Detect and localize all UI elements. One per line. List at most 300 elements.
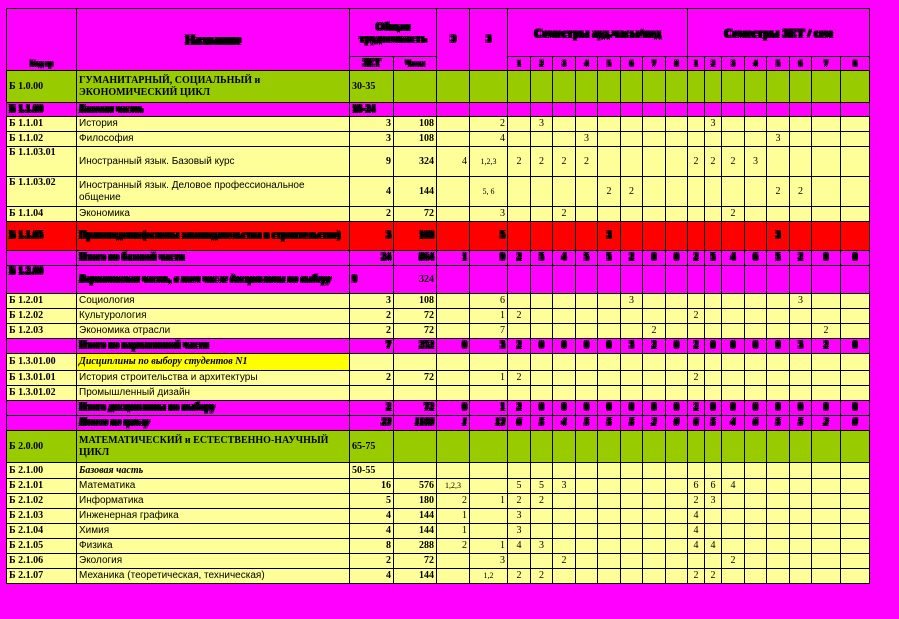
row-sem-zet-3 xyxy=(722,371,745,386)
row-zet: 8 xyxy=(350,539,394,554)
row-sem-zet-6 xyxy=(790,117,812,132)
row-sem-hours-1 xyxy=(508,71,531,103)
row-sem-hours-5 xyxy=(598,569,621,584)
row-sem-zet-3: 2 xyxy=(722,147,745,177)
row-credit: 1 xyxy=(470,539,508,554)
row-sem-hours-7 xyxy=(643,539,666,554)
row-sem-hours-5 xyxy=(598,479,621,494)
row-credit xyxy=(470,509,508,524)
row-sem-hours-6 xyxy=(621,266,643,294)
row-sem-hours-3 xyxy=(553,132,576,147)
row-name: Социология xyxy=(77,294,350,309)
table-row xyxy=(7,569,870,584)
row-sem-zet-3 xyxy=(722,309,745,324)
row-hours: 72 xyxy=(394,324,437,339)
header-name: Название xyxy=(77,9,350,71)
row-sem-zet-8 xyxy=(841,354,870,371)
row-sem-hours-7 xyxy=(643,147,666,177)
table-row xyxy=(7,222,870,251)
row-sem-zet-7 xyxy=(812,71,841,103)
row-zet: 3 xyxy=(350,117,394,132)
row-exam: 4 xyxy=(437,147,470,177)
row-sem-hours-6 xyxy=(621,117,643,132)
row-sem-hours-6: 2 xyxy=(621,251,643,266)
row-name: Философия xyxy=(77,132,350,147)
row-sem-zet-3: 0 xyxy=(722,401,745,416)
row-sem-hours-2 xyxy=(531,524,553,539)
row-sem-hours-1: 2 xyxy=(508,494,531,509)
row-sem-zet-1: 6 xyxy=(688,416,705,431)
row-sem-zet-7 xyxy=(812,266,841,294)
row-sem-hours-6 xyxy=(621,554,643,569)
row-sem-zet-4 xyxy=(745,509,767,524)
row-sem-hours-2 xyxy=(531,266,553,294)
row-sem-zet-4 xyxy=(745,132,767,147)
row-sem-zet-4 xyxy=(745,324,767,339)
row-sem-hours-1 xyxy=(508,294,531,309)
row-hours: 108 xyxy=(394,222,437,251)
row-sem-hours-4 xyxy=(576,569,598,584)
row-sem-hours-8 xyxy=(666,207,688,222)
row-sem-zet-1: 2 xyxy=(688,569,705,584)
row-sem-zet-8 xyxy=(841,509,870,524)
row-sem-zet-3 xyxy=(722,509,745,524)
row-sem-zet-6 xyxy=(790,103,812,117)
row-name: Физика xyxy=(77,539,350,554)
row-hours: 72 xyxy=(394,371,437,386)
row-sem-zet-7 xyxy=(812,294,841,309)
row-sem-zet-5 xyxy=(767,509,790,524)
row-sem-zet-1: 4 xyxy=(688,524,705,539)
row-sem-hours-3: 4 xyxy=(553,416,576,431)
row-sem-hours-7 xyxy=(643,554,666,569)
row-sem-zet-8 xyxy=(841,539,870,554)
row-sem-zet-2 xyxy=(705,266,722,294)
row-sem-zet-5 xyxy=(767,207,790,222)
row-sem-hours-6: 3 xyxy=(621,294,643,309)
row-zet: 9 xyxy=(350,266,394,294)
row-sem-zet-4 xyxy=(745,494,767,509)
row-credit xyxy=(470,431,508,463)
row-sem-hours-7 xyxy=(643,222,666,251)
row-exam: 0 xyxy=(437,401,470,416)
row-code: Б 2.1.03 xyxy=(7,509,77,524)
row-sem-zet-8 xyxy=(841,294,870,309)
row-sem-zet-4 xyxy=(745,371,767,386)
row-hours: 144 xyxy=(394,509,437,524)
row-hours: 72 xyxy=(394,401,437,416)
row-sem-hours-8 xyxy=(666,147,688,177)
row-code xyxy=(7,251,77,266)
table-row xyxy=(7,539,870,554)
row-zet xyxy=(350,354,394,371)
table-row xyxy=(7,177,870,207)
row-sem-hours-5 xyxy=(598,463,621,479)
row-sem-zet-6 xyxy=(790,554,812,569)
row-sem-zet-7 xyxy=(812,479,841,494)
header-sem-zet-1: 1 xyxy=(688,57,705,71)
row-sem-zet-8: 0 xyxy=(841,416,870,431)
row-code: Б 1.2.03 xyxy=(7,324,77,339)
row-hours xyxy=(394,431,437,463)
row-sem-hours-2: 2 xyxy=(531,494,553,509)
row-sem-hours-8 xyxy=(666,309,688,324)
row-sem-zet-7 xyxy=(812,386,841,401)
row-sem-hours-6 xyxy=(621,479,643,494)
row-exam xyxy=(437,132,470,147)
row-sem-zet-7 xyxy=(812,354,841,371)
row-sem-zet-7 xyxy=(812,222,841,251)
row-sem-hours-4 xyxy=(576,177,598,207)
row-sem-zet-7 xyxy=(812,569,841,584)
row-zet: 65-75 xyxy=(350,431,394,463)
row-sem-hours-8 xyxy=(666,117,688,132)
row-hours: 252 xyxy=(394,339,437,354)
row-sem-hours-7 xyxy=(643,71,666,103)
row-sem-zet-4 xyxy=(745,539,767,554)
row-sem-hours-1 xyxy=(508,354,531,371)
row-sem-hours-5 xyxy=(598,117,621,132)
row-exam xyxy=(437,569,470,584)
row-zet xyxy=(350,386,394,401)
row-sem-hours-3 xyxy=(553,524,576,539)
row-sem-hours-7 xyxy=(643,569,666,584)
row-exam: 1 xyxy=(437,416,470,431)
row-sem-hours-4: 3 xyxy=(576,132,598,147)
row-sem-zet-5: 5 xyxy=(767,416,790,431)
row-sem-hours-2: 5 xyxy=(531,479,553,494)
row-sem-zet-3 xyxy=(722,463,745,479)
row-code: Б 1.3.01.01 xyxy=(7,371,77,386)
header-sem-hours-1: 1 xyxy=(508,57,531,71)
header-code: Код ер xyxy=(7,9,77,71)
table-row xyxy=(7,494,870,509)
row-sem-hours-5 xyxy=(598,309,621,324)
row-credit xyxy=(470,479,508,494)
row-sem-hours-7: 0 xyxy=(643,251,666,266)
row-sem-hours-1: 2 xyxy=(508,309,531,324)
table-row xyxy=(7,524,870,539)
row-zet: 3 xyxy=(350,294,394,309)
row-sem-hours-2: 2 xyxy=(531,147,553,177)
table-row xyxy=(7,324,870,339)
row-sem-zet-3 xyxy=(722,539,745,554)
row-sem-zet-2 xyxy=(705,431,722,463)
row-sem-zet-4 xyxy=(745,117,767,132)
row-exam: 1 xyxy=(437,251,470,266)
row-sem-zet-3 xyxy=(722,354,745,371)
row-zet: 24 xyxy=(350,251,394,266)
header-sem-hours-2: 2 xyxy=(531,57,553,71)
row-exam: 2 xyxy=(437,494,470,509)
row-sem-hours-6: 0 xyxy=(621,401,643,416)
row-sem-hours-5 xyxy=(598,539,621,554)
row-sem-zet-3 xyxy=(722,117,745,132)
row-sem-zet-1 xyxy=(688,132,705,147)
header-sem-zet-8: 8 xyxy=(841,57,870,71)
row-hours xyxy=(394,354,437,371)
row-sem-hours-1 xyxy=(508,117,531,132)
row-sem-hours-2 xyxy=(531,509,553,524)
row-sem-hours-4 xyxy=(576,554,598,569)
row-sem-hours-2 xyxy=(531,463,553,479)
row-sem-zet-4 xyxy=(745,463,767,479)
row-sem-hours-4 xyxy=(576,207,598,222)
row-sem-hours-3: 2 xyxy=(553,147,576,177)
row-sem-hours-1: 2 xyxy=(508,147,531,177)
row-sem-zet-2 xyxy=(705,103,722,117)
row-name: Промышленный дизайн xyxy=(77,386,350,401)
row-name: Математика xyxy=(77,479,350,494)
row-sem-zet-6 xyxy=(790,479,812,494)
row-sem-zet-5: 0 xyxy=(767,339,790,354)
row-sem-zet-6 xyxy=(790,463,812,479)
row-hours xyxy=(394,386,437,401)
row-sem-hours-5 xyxy=(598,509,621,524)
row-sem-hours-4 xyxy=(576,222,598,251)
row-sem-zet-5: 5 xyxy=(767,251,790,266)
row-sem-hours-6: 3 xyxy=(621,339,643,354)
row-code: Б 1.1.02 xyxy=(7,132,77,147)
row-sem-zet-1 xyxy=(688,177,705,207)
row-zet: 50-55 xyxy=(350,463,394,479)
row-zet: 5 xyxy=(350,494,394,509)
row-sem-hours-8 xyxy=(666,431,688,463)
row-sem-zet-7 xyxy=(812,431,841,463)
row-exam xyxy=(437,309,470,324)
row-sem-hours-3 xyxy=(553,177,576,207)
row-sem-zet-4 xyxy=(745,569,767,584)
row-credit: 13 xyxy=(470,416,508,431)
row-sem-zet-4 xyxy=(745,103,767,117)
row-name: История xyxy=(77,117,350,132)
table-row xyxy=(7,117,870,132)
row-sem-zet-3 xyxy=(722,569,745,584)
row-sem-hours-1: 6 xyxy=(508,416,531,431)
row-sem-zet-4: 0 xyxy=(745,339,767,354)
row-sem-zet-8 xyxy=(841,371,870,386)
row-zet: 33 xyxy=(350,416,394,431)
table-row xyxy=(7,354,870,371)
row-sem-hours-2: 5 xyxy=(531,251,553,266)
row-sem-zet-8 xyxy=(841,177,870,207)
row-sem-zet-8 xyxy=(841,324,870,339)
row-sem-hours-6 xyxy=(621,371,643,386)
header-credit: З xyxy=(470,9,508,71)
row-zet: 4 xyxy=(350,569,394,584)
row-code: Б 1.3.01.02 xyxy=(7,386,77,401)
row-sem-hours-6: 5 xyxy=(621,416,643,431)
row-exam xyxy=(437,354,470,371)
row-sem-zet-2: 0 xyxy=(705,401,722,416)
row-sem-hours-3 xyxy=(553,324,576,339)
row-name: Иностранный язык. Базовый курс xyxy=(77,147,350,177)
row-hours: 324 xyxy=(394,266,437,294)
row-sem-zet-8: 0 xyxy=(841,251,870,266)
row-sem-hours-3 xyxy=(553,71,576,103)
row-sem-zet-5 xyxy=(767,479,790,494)
row-sem-hours-8 xyxy=(666,463,688,479)
row-sem-zet-2 xyxy=(705,354,722,371)
row-credit: 3 xyxy=(470,339,508,354)
row-sem-hours-8: 0 xyxy=(666,251,688,266)
row-sem-zet-7 xyxy=(812,309,841,324)
row-name: Экономика отрасли xyxy=(77,324,350,339)
row-sem-zet-5 xyxy=(767,354,790,371)
table-row xyxy=(7,401,870,416)
row-sem-zet-5: 2 xyxy=(767,177,790,207)
row-sem-hours-6 xyxy=(621,147,643,177)
row-zet: 2 xyxy=(350,554,394,569)
row-sem-hours-3: 0 xyxy=(553,401,576,416)
table-row xyxy=(7,251,870,266)
row-sem-hours-2 xyxy=(531,386,553,401)
row-sem-zet-4 xyxy=(745,71,767,103)
row-sem-zet-8 xyxy=(841,207,870,222)
row-credit: 1,2,3 xyxy=(470,147,508,177)
row-credit: 1 xyxy=(470,494,508,509)
row-sem-hours-7 xyxy=(643,103,666,117)
row-sem-zet-4: 6 xyxy=(745,416,767,431)
row-exam xyxy=(437,371,470,386)
row-name: Химия xyxy=(77,524,350,539)
row-sem-zet-6 xyxy=(790,371,812,386)
row-sem-hours-2 xyxy=(531,324,553,339)
table-row xyxy=(7,416,870,431)
row-sem-hours-1 xyxy=(508,431,531,463)
row-sem-zet-1 xyxy=(688,222,705,251)
row-sem-hours-4 xyxy=(576,371,598,386)
row-sem-zet-6 xyxy=(790,207,812,222)
row-sem-zet-1 xyxy=(688,294,705,309)
row-exam xyxy=(437,222,470,251)
row-sem-zet-4: 6 xyxy=(745,251,767,266)
row-sem-hours-4: 0 xyxy=(576,339,598,354)
row-sem-hours-3 xyxy=(553,294,576,309)
row-sem-hours-1: 2 xyxy=(508,339,531,354)
row-hours: 864 xyxy=(394,251,437,266)
row-sem-hours-8 xyxy=(666,479,688,494)
row-sem-hours-8 xyxy=(666,266,688,294)
row-exam xyxy=(437,294,470,309)
row-code: Б 1.2.00 xyxy=(7,266,77,294)
row-sem-zet-6 xyxy=(790,222,812,251)
row-name: Инженерная графика xyxy=(77,509,350,524)
row-sem-hours-2 xyxy=(531,132,553,147)
header-total-labor: Общая трудоемкость xyxy=(350,9,437,57)
row-sem-zet-1 xyxy=(688,554,705,569)
row-sem-zet-1 xyxy=(688,117,705,132)
row-name: История строительства и архитектуры xyxy=(77,371,350,386)
row-exam xyxy=(437,71,470,103)
row-sem-zet-1 xyxy=(688,103,705,117)
row-exam: 1,2,3 xyxy=(437,479,470,494)
row-sem-hours-8 xyxy=(666,539,688,554)
row-sem-hours-4: 5 xyxy=(576,416,598,431)
row-sem-hours-7 xyxy=(643,509,666,524)
row-code: Б 1.1.01 xyxy=(7,117,77,132)
row-sem-zet-2 xyxy=(705,222,722,251)
row-sem-zet-7 xyxy=(812,177,841,207)
row-sem-zet-7: 2 xyxy=(812,324,841,339)
row-exam xyxy=(437,117,470,132)
row-sem-hours-3 xyxy=(553,386,576,401)
row-sem-zet-5 xyxy=(767,309,790,324)
row-sem-zet-1: 6 xyxy=(688,479,705,494)
row-sem-hours-1 xyxy=(508,103,531,117)
row-hours: 72 xyxy=(394,554,437,569)
row-zet: 18-24 xyxy=(350,103,394,117)
row-zet: 3 xyxy=(350,132,394,147)
row-sem-zet-3 xyxy=(722,132,745,147)
row-sem-zet-7 xyxy=(812,103,841,117)
row-sem-hours-1 xyxy=(508,177,531,207)
row-sem-zet-3: 0 xyxy=(722,339,745,354)
row-sem-hours-2 xyxy=(531,371,553,386)
header-hours: Часы xyxy=(394,57,437,71)
row-sem-hours-6: 2 xyxy=(621,177,643,207)
row-hours: 108 xyxy=(394,294,437,309)
row-sem-zet-5 xyxy=(767,324,790,339)
row-sem-hours-5 xyxy=(598,554,621,569)
row-name: Итого по вариативной части xyxy=(77,339,350,354)
row-name: Экология xyxy=(77,554,350,569)
row-sem-hours-8 xyxy=(666,103,688,117)
row-credit: 4 xyxy=(470,132,508,147)
row-sem-zet-3: 4 xyxy=(722,416,745,431)
row-sem-hours-7 xyxy=(643,463,666,479)
row-sem-zet-2 xyxy=(705,207,722,222)
row-sem-hours-3 xyxy=(553,266,576,294)
header-sem-zet-5: 5 xyxy=(767,57,790,71)
row-sem-zet-6 xyxy=(790,569,812,584)
row-sem-hours-2 xyxy=(531,177,553,207)
table-row xyxy=(7,207,870,222)
row-sem-hours-1: 3 xyxy=(508,524,531,539)
row-code: Б 2.1.00 xyxy=(7,463,77,479)
row-sem-zet-6: 2 xyxy=(790,251,812,266)
row-exam: 1 xyxy=(437,509,470,524)
row-sem-hours-5: 5 xyxy=(598,416,621,431)
table-row xyxy=(7,431,870,463)
table-row xyxy=(7,147,870,177)
row-sem-zet-5 xyxy=(767,294,790,309)
row-sem-hours-2 xyxy=(531,554,553,569)
row-exam xyxy=(437,554,470,569)
row-sem-hours-4 xyxy=(576,539,598,554)
row-sem-hours-2: 5 xyxy=(531,416,553,431)
row-sem-zet-8 xyxy=(841,479,870,494)
row-sem-zet-3: 2 xyxy=(722,554,745,569)
row-sem-hours-3 xyxy=(553,354,576,371)
row-sem-zet-5 xyxy=(767,524,790,539)
row-sem-zet-6 xyxy=(790,132,812,147)
row-sem-hours-1: 2 xyxy=(508,371,531,386)
row-sem-hours-3 xyxy=(553,103,576,117)
row-sem-hours-2 xyxy=(531,207,553,222)
row-hours: 144 xyxy=(394,569,437,584)
row-code: Б 1.1.04 xyxy=(7,207,77,222)
row-sem-hours-4 xyxy=(576,463,598,479)
row-sem-zet-6 xyxy=(790,309,812,324)
row-zet: 4 xyxy=(350,177,394,207)
row-sem-hours-3 xyxy=(553,509,576,524)
row-sem-hours-1: 5 xyxy=(508,479,531,494)
row-sem-zet-1 xyxy=(688,207,705,222)
row-exam: 0 xyxy=(437,339,470,354)
table-row xyxy=(7,339,870,354)
row-sem-zet-3 xyxy=(722,222,745,251)
